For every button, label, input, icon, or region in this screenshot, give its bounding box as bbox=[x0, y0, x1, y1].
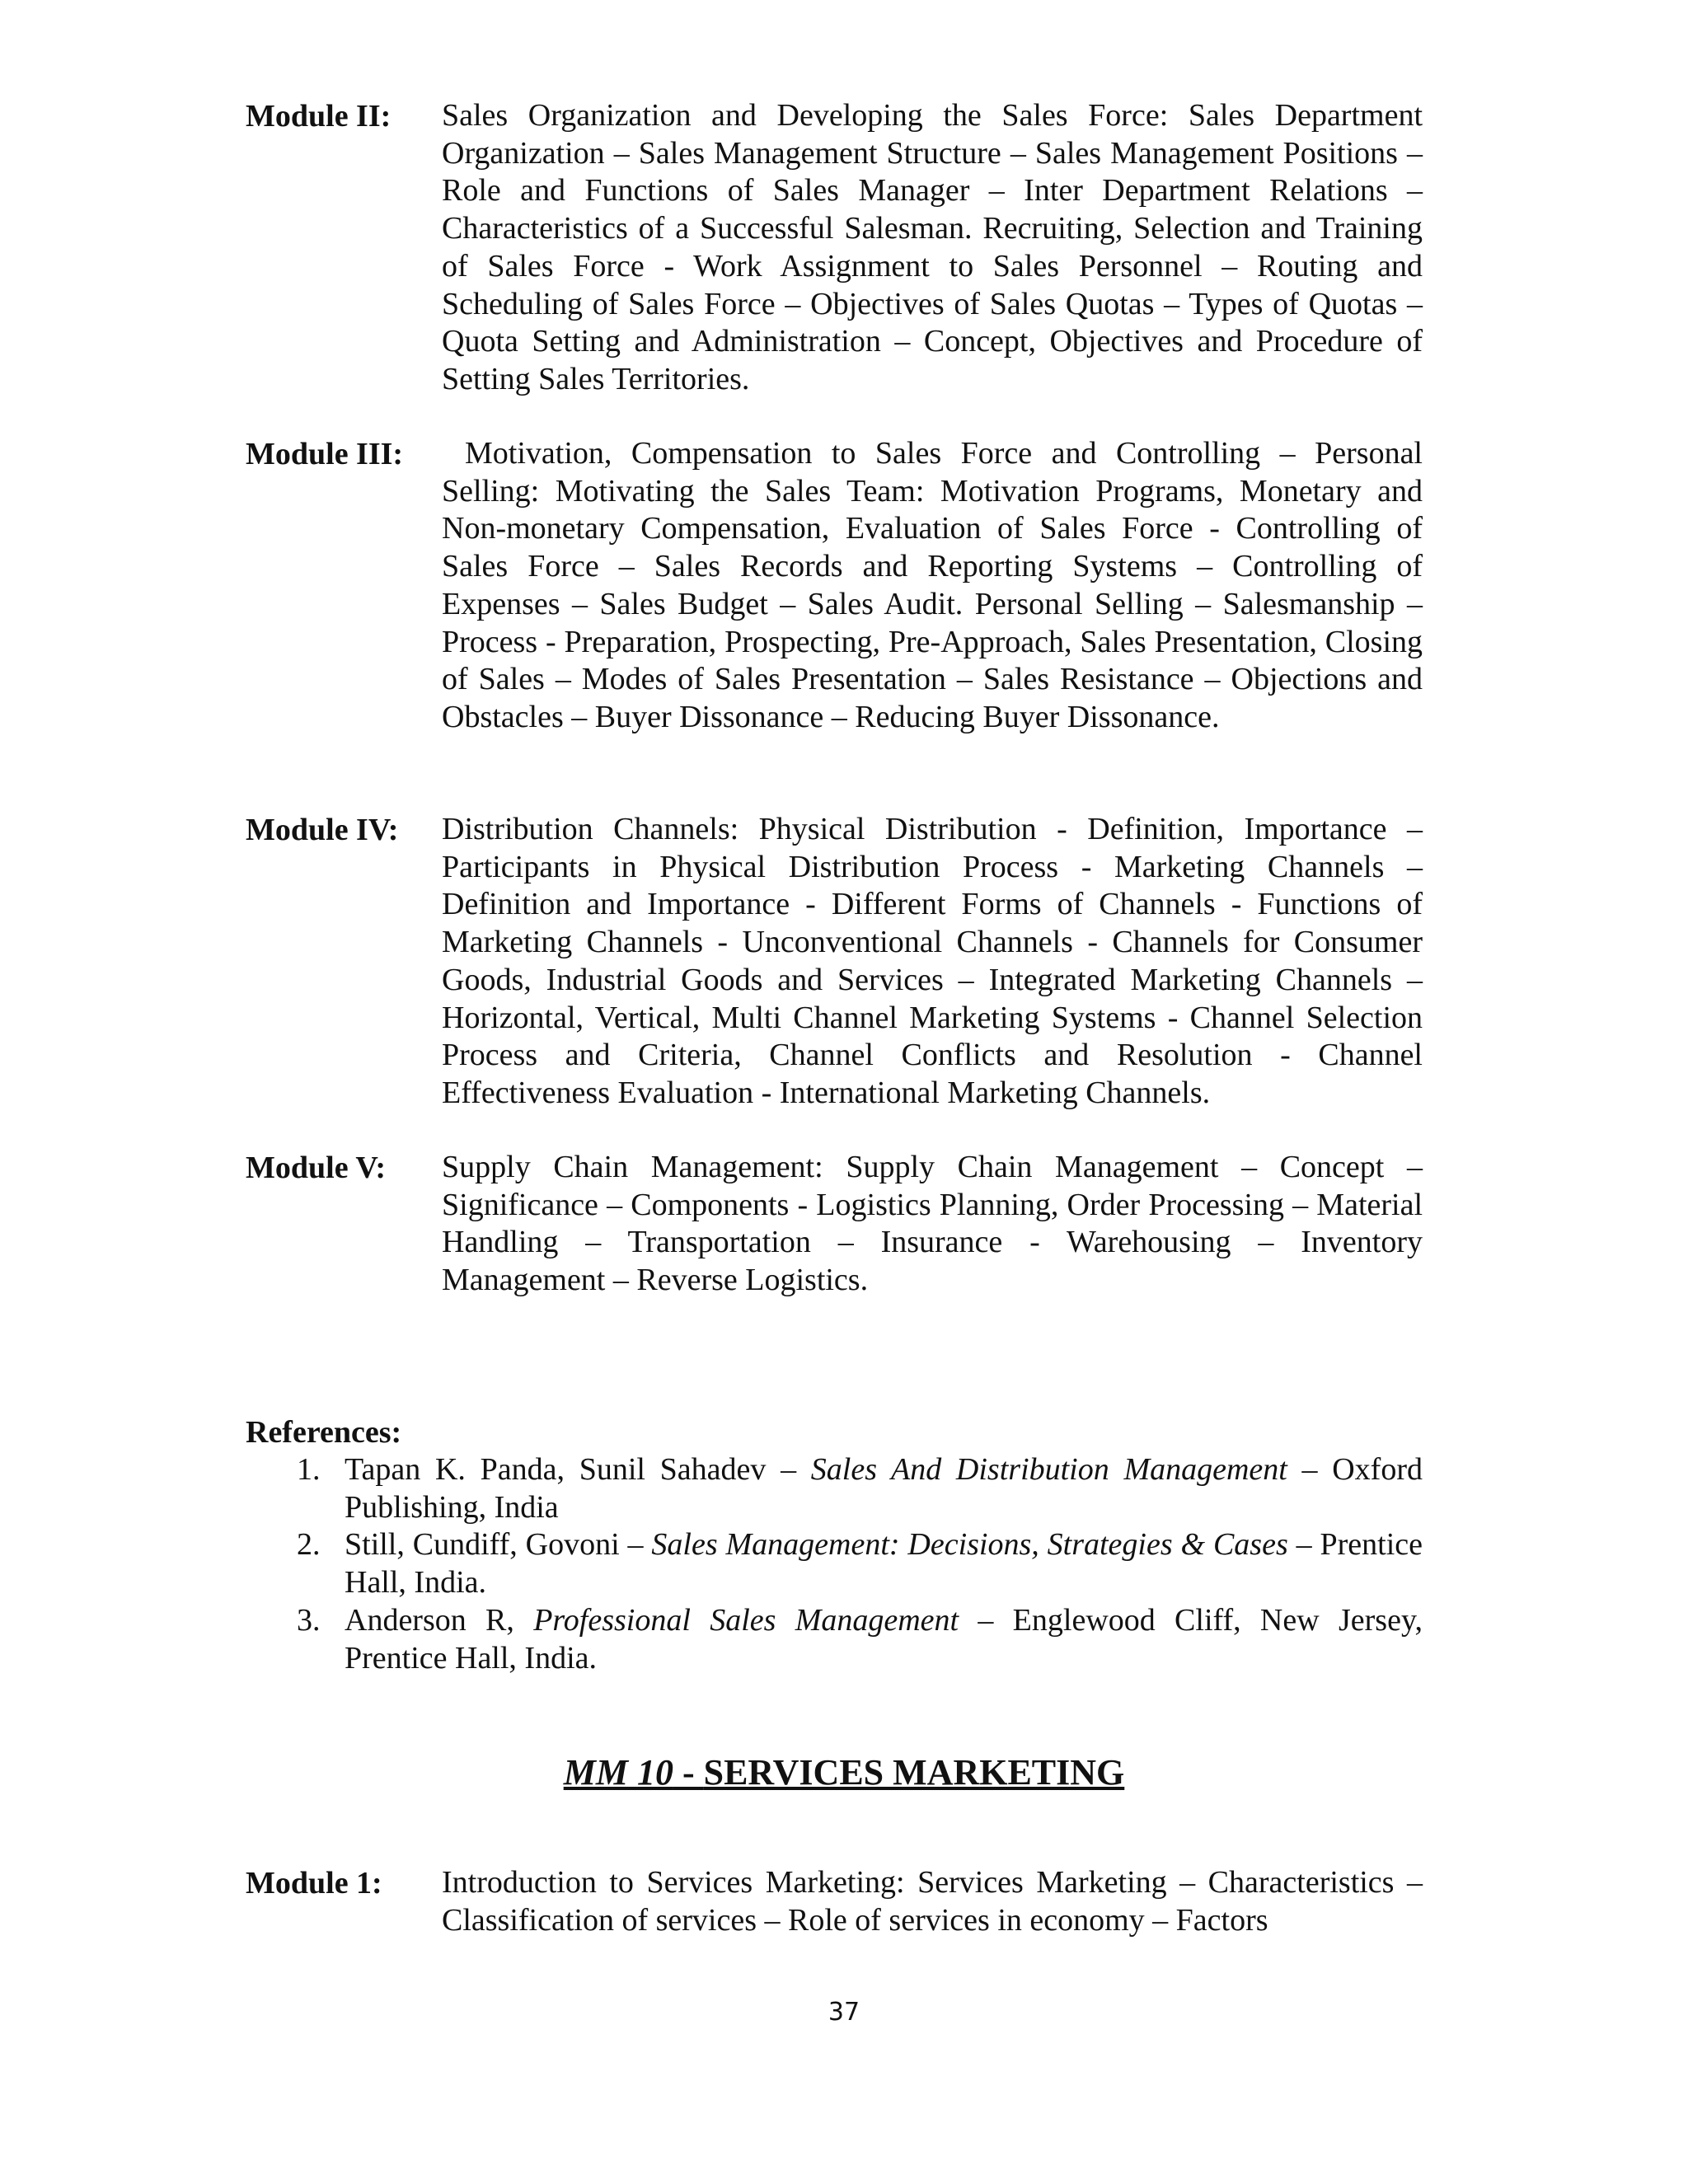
module-description-text: Motivation, Compensation to Sales Force and Controlling – Personal Selling: Motivating the Sales Team: Motivation Programs, Monetary and Non-monetary Compensation, Evaluation of Sales Force - Controlling of Sales Force – Sales Records and Reporting Systems – Controlling of Expenses – Sales Budget – Sales Audit. Personal Selling – Salesmanship – Process - Preparation, Prospecting, Pre-Approach, Sales Presentation, Closing of Sales – Modes of Sales Presentation – Sales Resistance – Objections and Obstacles – Buyer Dissonance – Reducing Buyer Dissonance. bbox=[442, 436, 1423, 734]
reference-publisher: – Oxford Publishing, India bbox=[345, 1452, 1423, 1525]
reference-authors: Anderson R, bbox=[345, 1602, 534, 1638]
references-list bbox=[246, 1451, 1423, 1677]
reference-publisher: – Englewood Cliff, New Jersey, Prentice Hall, India. bbox=[345, 1602, 1423, 1675]
reference-authors: Tapan K. Panda, Sunil Sahadev – bbox=[345, 1452, 811, 1487]
section-title bbox=[0, 1750, 1688, 1795]
module-description bbox=[442, 435, 1423, 737]
reference-publisher: – Prentice Hall, India. bbox=[345, 1527, 1423, 1601]
reference-number: 3. bbox=[297, 1602, 321, 1638]
references-section bbox=[246, 1413, 1423, 1677]
module-description: Introduction to Services Marketing: Services Marketing – Characteristics – Classification of services – Role of services in economy – Factors bbox=[442, 1865, 1423, 1938]
page-number: 37 bbox=[828, 1998, 860, 2027]
module-label: Module III: bbox=[246, 437, 404, 471]
module-label: Module II: bbox=[246, 99, 392, 134]
module-description: Supply Chain Management: Supply Chain Management – Concept – Significance – Components - Logistics Planning, Order Processing – Material Handling – Transportation – Insurance - Warehousing – Inventory Management – Reverse Logistics. bbox=[442, 1150, 1423, 1298]
module-label: Module 1: bbox=[246, 1866, 382, 1900]
module-label: Module IV: bbox=[246, 813, 399, 847]
course-title: SERVICES MARKETING bbox=[703, 1752, 1125, 1793]
reference-number: 2. bbox=[297, 1527, 321, 1563]
reference-title: Sales Management: Decisions, Strategies & Cases bbox=[651, 1527, 1288, 1563]
reference-title: Professional Sales Management bbox=[533, 1602, 959, 1638]
reference-title: Sales And Distribution Management bbox=[810, 1452, 1287, 1487]
reference-authors: Still, Cundiff, Govoni – bbox=[345, 1527, 652, 1563]
reference-item bbox=[246, 1451, 1423, 1526]
reference-item bbox=[246, 1602, 1423, 1677]
module-label: Module V: bbox=[246, 1151, 386, 1185]
module-description: Sales Organization and Developing the Sales Force: Sales Department Organization – Sales Management Structure – Sales Management Positions – Role and Functions of Sales Manager – Inter Department Relations – Characteristics of a Successful Salesman. Recruiting, Selection and Training of Sales Force - Work Assignment to Sales Personnel – Routing and Scheduling of Sales Force – Objectives of Sales Quotas – Types of Quotas – Quota Setting and Administration – Concept, Objectives and Procedure of Setting Sales Territories. bbox=[442, 98, 1423, 396]
references-heading: References: bbox=[246, 1415, 402, 1450]
course-code: MM 10 bbox=[563, 1752, 673, 1793]
reference-number: 1. bbox=[297, 1452, 321, 1487]
module-description: Distribution Channels: Physical Distribution - Definition, Importance – Participants in Physical Distribution Process - Marketing Channels – Definition and Importance - Different Forms of Channels - Functions of Marketing Channels - Unconventional Channels - Channels for Consumer Goods, Industrial Goods and Services – Integrated Marketing Channels – Horizontal, Vertical, Multi Channel Marketing Systems - Channel Selection Process and Criteria, Channel Conflicts and Resolution - Channel Effectiveness Evaluation - International Marketing Channels. bbox=[442, 812, 1423, 1110]
reference-item bbox=[246, 1526, 1423, 1601]
title-separator: - bbox=[673, 1752, 704, 1793]
